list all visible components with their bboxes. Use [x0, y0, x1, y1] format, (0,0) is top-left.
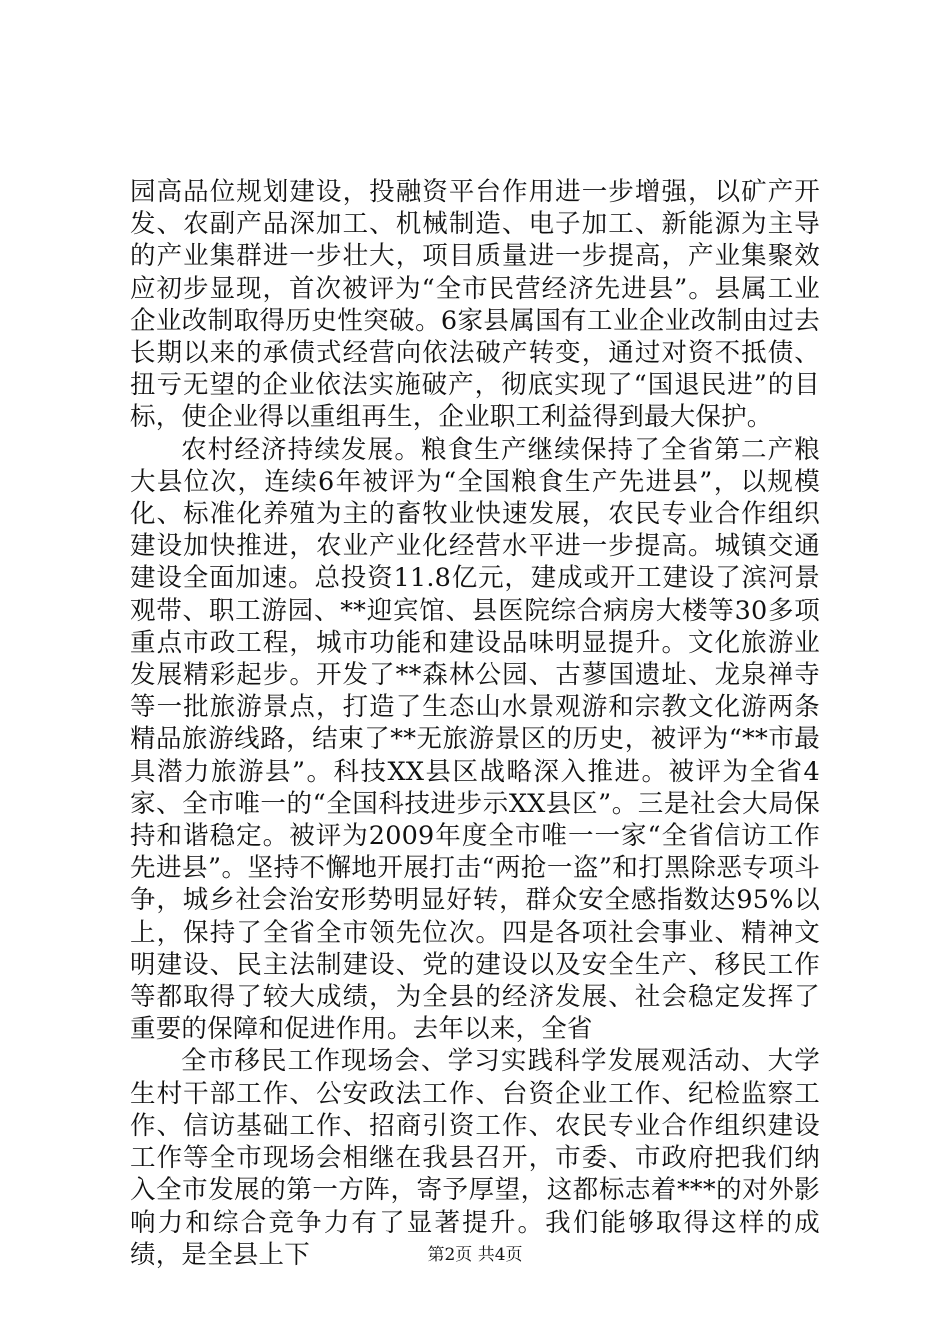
paragraph-3: 全市移民工作现场会、学习实践科学发展观活动、大学生村干部工作、公安政法工作、台资企业工作、纪检监察工作、信访基础工作、招商引资工作、农民专业合作组织建设工作等全市现场会相继在我县召开，市委、市政府把我们纳入全市发展的第一方阵，寄予厚望，这都标志着***的对外影响力和综合竞争力有了显著提升。我们能够取得这样的成绩，是全县上下	[130, 1046, 820, 1270]
paragraph-1: 园高品位规划建设，投融资平台作用进一步增强，以矿产开发、农副产品深加工、机械制造、电子加工、新能源为主导的产业集群进一步壮大，项目质量进一步提高，产业集聚效应初步显现，首次被评为“全市民营经济先进县”。县属工业企业改制取得历史性突破。6家县属国有工业企业改制由过去长期以来的承债式经营向依法破产转变，通过对资不抵债、扭亏无望的企业依法实施破产，彻底实现了“国退民进”的目标，使企业得以重组再生，企业职工利益得到最大保护。	[130, 177, 820, 433]
paragraph-2: 农村经济持续发展。粮食生产继续保持了全省第二产粮大县位次，连续6年被评为“全国粮食生产先进县”，以规模化、标准化养殖为主的畜牧业快速发展，农民专业合作组织建设加快推进，农业产业化经营水平进一步提高。城镇交通建设全面加速。总投资11.8亿元，建成或开工建设了滨河景观带、职工游园、**迎宾馆、县医院综合病房大楼等30多项重点市政工程，城市功能和建设品味明显提升。文化旅游业发展精彩起步。开发了**森林公园、古蓼国遗址、龙泉禅寺等一批旅游景点，打造了生态山水景观游和宗教文化游两条精品旅游线路，结束了**无旅游景区的历史，被评为“**市最具潜力旅游县”。科技XX县区战略深入推进。被评为全省4家、全市唯一的“全国科技进步示XX县区”。三是社会大局保持和谐稳定。被评为2009年度全市唯一一家“全省信访工作先进县”。坚持不懈地开展打击“两抢一盗”和打黑除恶专项斗争，城乡社会治安形势明显好转，群众安全感指数达95%以上，保持了全省全市领先位次。四是各项社会事业、精神文明建设、民主法制建设、党的建设以及安全生产、移民工作等都取得了较大成绩，为全县的经济发展、社会稳定发挥了重要的保障和促进作用。去年以来，全省	[130, 434, 820, 1045]
page-footer: 第2页 共4页	[427, 1245, 523, 1265]
document-body	[130, 176, 820, 1271]
